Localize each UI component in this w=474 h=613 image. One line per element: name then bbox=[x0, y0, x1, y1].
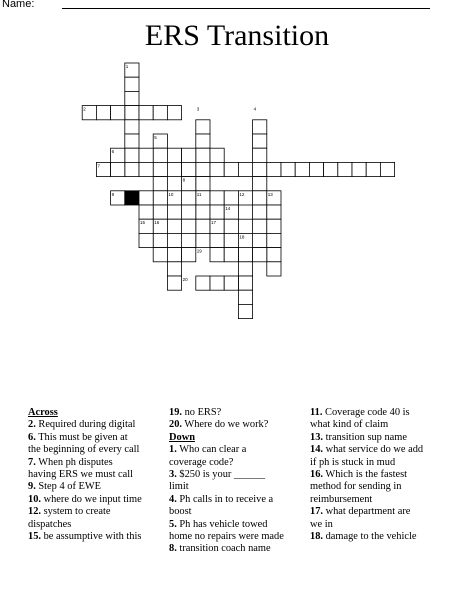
grid-cell[interactable] bbox=[125, 106, 139, 120]
grid-cell[interactable] bbox=[196, 205, 210, 219]
clue-number: 11. bbox=[310, 407, 323, 418]
grid-cell[interactable] bbox=[125, 134, 139, 148]
grid-cell[interactable] bbox=[153, 106, 167, 120]
clue-number: 6. bbox=[28, 431, 36, 443]
grid-cell[interactable] bbox=[224, 191, 238, 205]
clue bbox=[310, 531, 445, 543]
grid-cell[interactable] bbox=[167, 276, 181, 290]
grid-cell[interactable] bbox=[196, 219, 210, 233]
clue bbox=[28, 481, 158, 493]
clue-text: damage to the vehicle bbox=[323, 531, 417, 543]
grid-cell[interactable] bbox=[253, 191, 267, 205]
clue-text: having ERS we must call bbox=[28, 469, 134, 481]
clue-text: where do we input time bbox=[41, 493, 142, 505]
grid-cell[interactable] bbox=[125, 77, 139, 91]
clue bbox=[169, 494, 301, 506]
clue-text: Coverage code 40 is bbox=[322, 407, 410, 418]
clue bbox=[169, 531, 301, 543]
grid-cell[interactable] bbox=[210, 191, 224, 205]
clue bbox=[310, 457, 445, 469]
grid-cell[interactable] bbox=[139, 148, 153, 162]
grid-cell[interactable] bbox=[253, 233, 267, 247]
clue-number: 4. bbox=[169, 493, 177, 505]
grid-cell[interactable] bbox=[153, 191, 167, 205]
grid-cell[interactable] bbox=[96, 106, 110, 120]
grid-cell[interactable] bbox=[139, 233, 153, 247]
clue-text: When ph disputes bbox=[35, 456, 113, 468]
grid-cell[interactable] bbox=[253, 120, 267, 134]
clue-text: transition coach name bbox=[176, 543, 271, 555]
clue bbox=[28, 494, 158, 506]
clue-text: Step 4 of EWE bbox=[35, 481, 102, 493]
clues-column-3 bbox=[310, 407, 445, 543]
grid-cell[interactable] bbox=[182, 162, 196, 176]
grid-cell[interactable] bbox=[267, 219, 281, 233]
grid-cell[interactable] bbox=[267, 205, 281, 219]
grid-cell[interactable] bbox=[338, 162, 352, 176]
grid-cell[interactable] bbox=[196, 148, 210, 162]
clue-number: 16. bbox=[310, 469, 323, 481]
grid-cell[interactable] bbox=[111, 106, 125, 120]
grid-cell[interactable] bbox=[224, 276, 238, 290]
grid-cell[interactable] bbox=[324, 162, 338, 176]
grid-cell[interactable] bbox=[167, 262, 181, 276]
clue-text: we in bbox=[310, 518, 333, 530]
cell-number: 2 bbox=[83, 106, 86, 112]
clue-text: reimbursement bbox=[310, 493, 373, 505]
cell-number: 11 bbox=[196, 191, 202, 197]
cell-number: 1 bbox=[125, 64, 129, 69]
grid-cell[interactable] bbox=[153, 162, 167, 176]
grid-cell[interactable] bbox=[196, 134, 210, 148]
cell-number: 19 bbox=[196, 248, 202, 254]
clues-column-1 bbox=[28, 407, 158, 543]
clue bbox=[28, 531, 158, 543]
cell-number: 20 bbox=[182, 277, 188, 282]
grid-cell[interactable] bbox=[182, 148, 196, 162]
grid-cell[interactable] bbox=[139, 205, 153, 219]
cell-number: 7 bbox=[97, 163, 100, 169]
puzzle-title: ERS Transition bbox=[144, 19, 330, 52]
cell-number: 10 bbox=[168, 191, 174, 197]
grid-cell[interactable] bbox=[210, 162, 224, 176]
clue bbox=[169, 543, 301, 555]
grid-cell[interactable] bbox=[238, 290, 252, 304]
grid-cell[interactable] bbox=[210, 248, 224, 262]
clue-text: what service do we add bbox=[323, 444, 424, 456]
grid-cell[interactable] bbox=[196, 233, 210, 247]
cell-number: 5 bbox=[154, 135, 157, 140]
grid-cell[interactable] bbox=[196, 177, 210, 191]
cell-number: 15 bbox=[140, 220, 146, 226]
grid-cell[interactable] bbox=[182, 248, 196, 262]
grid-cell[interactable] bbox=[139, 106, 153, 120]
clue bbox=[169, 519, 301, 531]
cell-number: 12 bbox=[239, 191, 245, 197]
grid-cell[interactable] bbox=[196, 276, 210, 290]
clue-text: what kind of claim bbox=[310, 419, 389, 431]
grid-cell[interactable] bbox=[182, 205, 196, 219]
clue bbox=[28, 519, 158, 531]
clue bbox=[169, 457, 301, 469]
clue bbox=[169, 481, 301, 493]
grid-cell[interactable] bbox=[238, 248, 252, 262]
grid-cell[interactable] bbox=[238, 304, 252, 318]
clue bbox=[169, 506, 301, 518]
clue-number: 8. bbox=[169, 543, 177, 555]
grid-cell[interactable] bbox=[139, 162, 153, 176]
grid-cell[interactable] bbox=[210, 233, 224, 247]
grid-cell[interactable] bbox=[125, 91, 139, 105]
cell-number: 18 bbox=[239, 234, 245, 240]
clue-text: transition sup name bbox=[323, 431, 407, 443]
clue-text: Ph calls in to receive a bbox=[176, 493, 274, 505]
grid-cell[interactable] bbox=[309, 162, 323, 176]
cell-number: 4 bbox=[253, 106, 257, 112]
clue-text: dispatches bbox=[28, 518, 72, 530]
clue-text: Required during digital bbox=[35, 419, 136, 431]
clue-number: 10. bbox=[28, 493, 41, 505]
clue-text: Which is the fastest bbox=[323, 469, 408, 481]
grid-cell[interactable] bbox=[153, 177, 167, 191]
grid-cell[interactable] bbox=[224, 233, 238, 247]
grid-cell[interactable] bbox=[267, 162, 281, 176]
grid-cell[interactable] bbox=[167, 148, 181, 162]
clue-text: method for sending in bbox=[310, 481, 402, 493]
clue-text: home no repairs were made bbox=[169, 531, 284, 543]
clue-number: 15. bbox=[28, 531, 41, 543]
down-header: Down bbox=[169, 431, 195, 443]
clue-text: Where do we work? bbox=[182, 419, 269, 431]
clue bbox=[28, 457, 158, 469]
clue-number: 19. bbox=[169, 407, 182, 418]
grid-cell[interactable] bbox=[125, 120, 139, 134]
grid-cell[interactable] bbox=[253, 248, 267, 262]
cell-number: 6 bbox=[111, 149, 115, 155]
clue bbox=[310, 469, 445, 481]
grid-cell[interactable] bbox=[167, 219, 181, 233]
clue-number: 13. bbox=[310, 431, 323, 443]
clue bbox=[169, 419, 301, 431]
cell-number: 16 bbox=[154, 220, 160, 226]
clue bbox=[310, 444, 445, 456]
grid-cell[interactable] bbox=[253, 148, 267, 162]
clue-text: Ph has vehicle towed bbox=[176, 518, 268, 530]
grid-cell[interactable] bbox=[267, 262, 281, 276]
clue bbox=[28, 469, 158, 481]
grid-cell[interactable] bbox=[224, 219, 238, 233]
clue-text: boost bbox=[169, 506, 192, 518]
grid-cell[interactable] bbox=[125, 148, 139, 162]
clue bbox=[169, 407, 301, 419]
clue-number: 7. bbox=[28, 456, 36, 468]
grid-cell[interactable] bbox=[267, 233, 281, 247]
grid-cell[interactable] bbox=[267, 248, 281, 262]
clue-number: 14. bbox=[310, 444, 323, 456]
grid-cell[interactable] bbox=[167, 106, 181, 120]
grid-cell[interactable] bbox=[238, 262, 252, 276]
clue bbox=[310, 519, 445, 531]
clue bbox=[28, 419, 158, 431]
clue-number: 3. bbox=[169, 469, 177, 481]
grid-cell[interactable] bbox=[182, 191, 196, 205]
clue-number: 18. bbox=[310, 531, 323, 543]
clue-text: be assumptive with this bbox=[41, 531, 142, 543]
name-label: Name: bbox=[2, 0, 35, 10]
across-header: Across bbox=[28, 407, 58, 418]
grid-cell[interactable] bbox=[224, 162, 238, 176]
clue-text: coverage code? bbox=[169, 456, 234, 468]
grid-cell[interactable] bbox=[153, 233, 167, 247]
grid-cell[interactable] bbox=[139, 191, 153, 205]
grid-cell[interactable] bbox=[196, 120, 210, 134]
grid-cell[interactable] bbox=[352, 162, 366, 176]
clue-number: 1. bbox=[169, 444, 177, 456]
cell-number: 8 bbox=[182, 177, 186, 183]
grid-cell[interactable] bbox=[253, 134, 267, 148]
clue-number: 20. bbox=[169, 419, 182, 431]
grid-cell[interactable] bbox=[153, 248, 167, 262]
clue-text: if ph is stuck in mud bbox=[310, 456, 396, 468]
grid-cell[interactable] bbox=[366, 162, 380, 176]
clue-number: 9. bbox=[28, 481, 36, 493]
clue bbox=[310, 494, 445, 506]
clue-number: 12. bbox=[28, 506, 41, 518]
black-cell bbox=[125, 191, 139, 205]
grid-cell[interactable] bbox=[210, 276, 224, 290]
cell-number: 13 bbox=[267, 191, 273, 197]
grid-cell[interactable] bbox=[182, 219, 196, 233]
clues-column-2 bbox=[169, 407, 301, 556]
grid-cell[interactable] bbox=[153, 148, 167, 162]
clue-text: the beginning of every call bbox=[28, 444, 140, 456]
clue-number: 5. bbox=[169, 518, 177, 530]
clue-text: $250 is your ______ bbox=[176, 469, 266, 481]
clue bbox=[28, 444, 158, 456]
grid-cell[interactable] bbox=[380, 162, 394, 176]
grid-cell[interactable] bbox=[182, 233, 196, 247]
clue-number: 2. bbox=[28, 419, 36, 431]
clue bbox=[310, 506, 445, 518]
grid-cell[interactable] bbox=[210, 205, 224, 219]
clue bbox=[310, 407, 445, 419]
clue-text: Who can clear a bbox=[176, 444, 247, 456]
clue-text: This must be given at bbox=[35, 431, 128, 443]
grid-cell[interactable] bbox=[111, 162, 125, 176]
clue-number: 17. bbox=[310, 506, 323, 518]
grid-cell[interactable] bbox=[167, 248, 181, 262]
grid-cell[interactable] bbox=[167, 205, 181, 219]
cell-number: 17 bbox=[211, 220, 217, 226]
clue bbox=[169, 444, 301, 456]
clue-text: limit bbox=[169, 481, 189, 493]
grid-cell[interactable] bbox=[281, 162, 295, 176]
grid-cell[interactable] bbox=[153, 205, 167, 219]
clue bbox=[28, 506, 158, 518]
cell-number: 9 bbox=[111, 191, 115, 197]
clue-text: no ERS? bbox=[182, 407, 222, 418]
grid-cell[interactable] bbox=[196, 162, 210, 176]
grid-cell[interactable] bbox=[167, 233, 181, 247]
clue bbox=[310, 481, 445, 493]
grid-cell[interactable] bbox=[253, 205, 267, 219]
grid-cell[interactable] bbox=[253, 177, 267, 191]
clue bbox=[310, 419, 445, 431]
cell-number: 3 bbox=[196, 106, 200, 112]
grid-cell[interactable] bbox=[167, 162, 181, 176]
clue-text: system to create bbox=[41, 506, 111, 518]
grid-cell[interactable] bbox=[253, 219, 267, 233]
clue bbox=[310, 432, 445, 444]
clue bbox=[169, 469, 301, 481]
clue-text: what department are bbox=[323, 506, 411, 518]
cell-number: 14 bbox=[225, 206, 231, 211]
grid-cell[interactable] bbox=[238, 219, 252, 233]
grid-cell[interactable] bbox=[253, 162, 267, 176]
clue bbox=[28, 432, 158, 444]
grid-cell[interactable] bbox=[295, 162, 309, 176]
grid-cell[interactable] bbox=[238, 276, 252, 290]
grid-cell[interactable] bbox=[210, 148, 224, 162]
grid-cell[interactable] bbox=[125, 162, 139, 176]
grid-cell[interactable] bbox=[238, 162, 252, 176]
grid-cell[interactable] bbox=[224, 248, 238, 262]
